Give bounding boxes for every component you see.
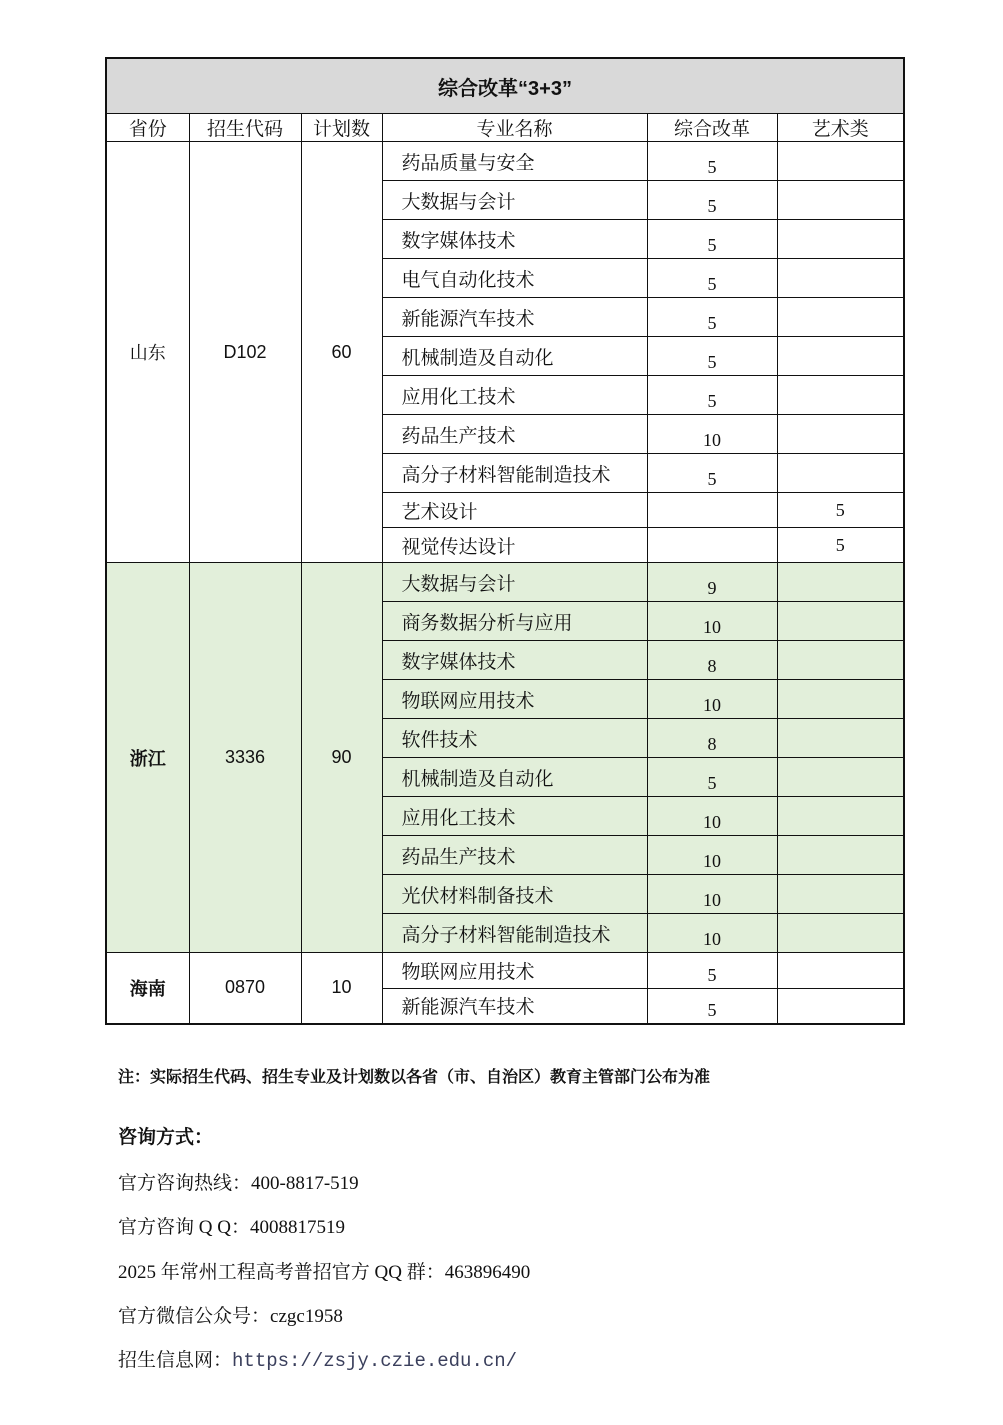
reform-count-cell: 5 <box>647 454 777 493</box>
website-line <box>118 1345 517 1372</box>
reform-count-cell: 8 <box>647 641 777 680</box>
reform-count-cell <box>647 528 777 563</box>
wechat-value: czgc1958 <box>270 1306 343 1327</box>
column-header: 艺术类 <box>777 114 904 142</box>
art-count-cell <box>777 719 904 758</box>
qq-value: 4008817519 <box>249 1217 345 1238</box>
reform-count-cell: 10 <box>647 602 777 641</box>
major-cell: 药品生产技术 <box>382 836 647 875</box>
art-count-cell <box>777 454 904 493</box>
code-cell: D102 <box>189 142 301 563</box>
major-cell: 大数据与会计 <box>382 563 647 602</box>
art-count-cell <box>777 142 904 181</box>
major-cell: 药品质量与安全 <box>382 142 647 181</box>
reform-count-cell: 9 <box>647 563 777 602</box>
reform-count-cell: 5 <box>647 989 777 1024</box>
province-cell: 山东 <box>106 142 189 563</box>
reform-count-cell: 10 <box>647 680 777 719</box>
major-cell: 高分子材料智能制造技术 <box>382 914 647 953</box>
hotline-label: 官方咨询热线： <box>118 1173 252 1194</box>
qq-label: 官方咨询 Q Q： <box>118 1217 250 1238</box>
art-count-cell <box>777 758 904 797</box>
art-count-cell: 5 <box>777 493 904 528</box>
reform-count-cell: 5 <box>647 259 777 298</box>
column-header: 专业名称 <box>382 114 647 142</box>
major-cell: 应用化工技术 <box>382 797 647 836</box>
reform-count-cell <box>647 493 777 528</box>
reform-count-cell: 5 <box>647 376 777 415</box>
table-row <box>106 953 904 989</box>
hotline-value: 400-8817-519 <box>251 1173 359 1194</box>
province-cell: 浙江 <box>106 563 189 953</box>
art-count-cell <box>777 602 904 641</box>
qq-line <box>118 1212 345 1239</box>
reform-count-cell: 5 <box>647 758 777 797</box>
reform-count-cell: 10 <box>647 836 777 875</box>
art-count-cell <box>777 914 904 953</box>
province-cell: 海南 <box>106 953 189 1024</box>
art-count-cell <box>777 836 904 875</box>
major-cell: 光伏材料制备技术 <box>382 875 647 914</box>
art-count-cell <box>777 563 904 602</box>
reform-count-cell: 5 <box>647 298 777 337</box>
code-cell: 0870 <box>189 953 301 1024</box>
major-cell: 新能源汽车技术 <box>382 989 647 1024</box>
major-cell: 视觉传达设计 <box>382 528 647 563</box>
wechat-label: 官方微信公众号： <box>118 1306 271 1327</box>
major-cell: 软件技术 <box>382 719 647 758</box>
reform-count-cell: 5 <box>647 337 777 376</box>
reform-count-cell: 5 <box>647 142 777 181</box>
contact-title: 咨询方式： <box>118 1127 214 1148</box>
reform-count-cell: 5 <box>647 953 777 989</box>
art-count-cell <box>777 298 904 337</box>
reform-count-cell: 5 <box>647 181 777 220</box>
table-row <box>106 142 904 181</box>
major-cell: 物联网应用技术 <box>382 953 647 989</box>
qq-group-value: 463896490 <box>444 1262 531 1283</box>
reform-count-cell: 10 <box>647 797 777 836</box>
enrollment-plan-table <box>105 57 905 1025</box>
table-title: 综合改革“3+3” <box>106 58 904 114</box>
code-cell: 3336 <box>189 563 301 953</box>
major-cell: 数字媒体技术 <box>382 220 647 259</box>
hotline-line <box>118 1168 359 1195</box>
reform-count-cell: 10 <box>647 875 777 914</box>
art-count-cell <box>777 641 904 680</box>
website-label: 招生信息网： <box>118 1350 233 1371</box>
art-count-cell <box>777 989 904 1024</box>
art-count-cell <box>777 220 904 259</box>
wechat-line <box>118 1301 343 1328</box>
art-count-cell <box>777 181 904 220</box>
art-count-cell <box>777 259 904 298</box>
art-count-cell: 5 <box>777 528 904 563</box>
major-cell: 新能源汽车技术 <box>382 298 647 337</box>
reform-count-cell: 8 <box>647 719 777 758</box>
column-header: 招生代码 <box>189 114 301 142</box>
major-cell: 数字媒体技术 <box>382 641 647 680</box>
column-header: 省份 <box>106 114 189 142</box>
art-count-cell <box>777 376 904 415</box>
art-count-cell <box>777 797 904 836</box>
footnote: 注：实际招生代码、招生专业及计划数以各省（市、自治区）教育主管部门公布为准 <box>118 1069 711 1086</box>
major-cell: 机械制造及自动化 <box>382 337 647 376</box>
plan-cell: 90 <box>301 563 382 953</box>
reform-count-cell: 5 <box>647 220 777 259</box>
major-cell: 大数据与会计 <box>382 181 647 220</box>
website-link[interactable]: https://zsjy.czie.edu.cn/ <box>232 1350 518 1372</box>
art-count-cell <box>777 415 904 454</box>
major-cell: 艺术设计 <box>382 493 647 528</box>
major-cell: 应用化工技术 <box>382 376 647 415</box>
table-row <box>106 563 904 602</box>
reform-count-cell: 10 <box>647 415 777 454</box>
qq-group-label: 2025 年常州工程高考普招官方 QQ 群： <box>118 1262 445 1283</box>
major-cell: 机械制造及自动化 <box>382 758 647 797</box>
major-cell: 商务数据分析与应用 <box>382 602 647 641</box>
plan-cell: 10 <box>301 953 382 1024</box>
major-cell: 高分子材料智能制造技术 <box>382 454 647 493</box>
reform-count-cell: 10 <box>647 914 777 953</box>
art-count-cell <box>777 337 904 376</box>
major-cell: 物联网应用技术 <box>382 680 647 719</box>
art-count-cell <box>777 953 904 989</box>
art-count-cell <box>777 680 904 719</box>
column-header: 综合改革 <box>647 114 777 142</box>
qq-group-line <box>118 1257 530 1284</box>
art-count-cell <box>777 875 904 914</box>
column-header: 计划数 <box>301 114 382 142</box>
major-cell: 电气自动化技术 <box>382 259 647 298</box>
plan-cell: 60 <box>301 142 382 563</box>
major-cell: 药品生产技术 <box>382 415 647 454</box>
